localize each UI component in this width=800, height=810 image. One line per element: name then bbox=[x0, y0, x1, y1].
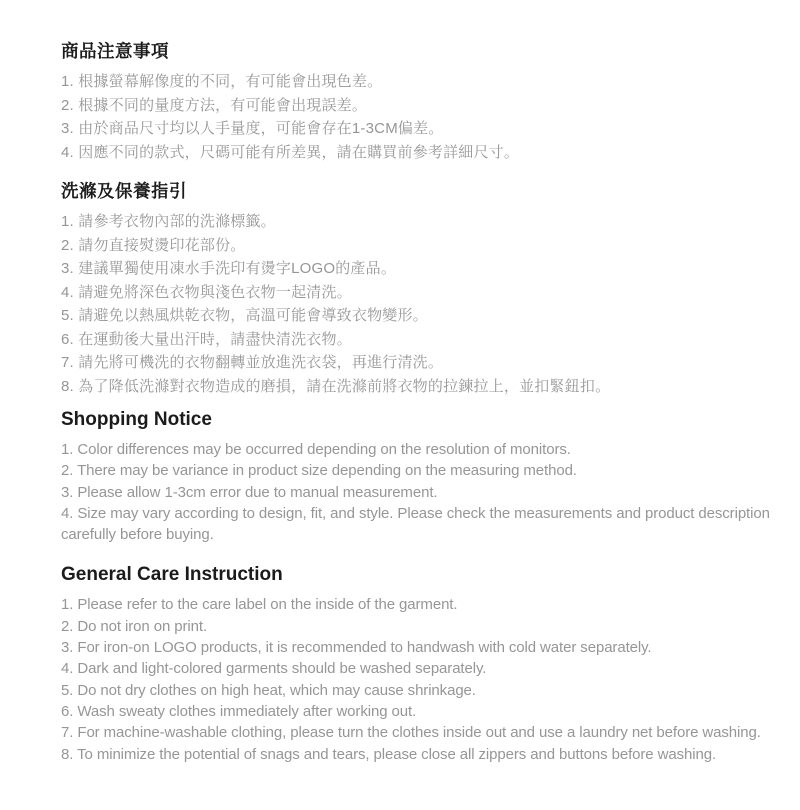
section-title-care-guide-zh: 洗滌及保養指引 bbox=[61, 181, 187, 201]
section-title-product-notice-zh: 商品注意事項 bbox=[61, 41, 169, 61]
list-item: 7. 請先將可機洗的衣物翻轉並放進洗衣袋，再進行清洗。 bbox=[61, 354, 444, 371]
section-title-general-care-en: General Care Instruction bbox=[61, 564, 283, 586]
list-item: 2. There may be variance in product size depending on the measuring method. bbox=[61, 462, 577, 480]
list-item: 7. For machine-washable clothing, please turn the clothes inside out and use a laundry net before washing. bbox=[61, 724, 761, 742]
list-item: 4. 因應不同的款式，尺碼可能有所差異，請在購買前參考詳細尺寸。 bbox=[61, 143, 520, 161]
list-item: 2. 請勿直接熨燙印花部份。 bbox=[61, 236, 246, 254]
list-item: 1. 請參考衣物內部的洗滌標籤。 bbox=[61, 213, 276, 230]
list-item: 8. 為了降低洗滌對衣物造成的磨損，請在洗滌前將衣物的拉鍊拉上，並扣緊鈕扣。 bbox=[61, 377, 611, 395]
list-care-guide-zh bbox=[61, 210, 775, 398]
section-product-notice-zh bbox=[61, 41, 775, 164]
list-item: 3. 由於商品尺寸均以人手量度，可能會存在1-3CM偏差。 bbox=[61, 120, 444, 137]
list-product-notice-zh bbox=[61, 70, 775, 164]
section-title-shopping-notice-en: Shopping Notice bbox=[61, 409, 212, 430]
list-item: 3. For iron-on LOGO products, it is recommended to handwash with cold water separately. bbox=[61, 639, 652, 657]
list-item: 6. Wash sweaty clothes immediately after working out. bbox=[61, 702, 417, 720]
list-item: 1. Color differences may be occurred depending on the resolution of monitors. bbox=[61, 441, 571, 458]
list-item: 3. 建議單獨使用凍水手洗印有燙字LOGO的產品。 bbox=[61, 260, 397, 277]
section-shopping-notice-en bbox=[61, 409, 775, 545]
list-item: 1. 根據螢幕解像度的不同，有可能會出現色差。 bbox=[61, 73, 383, 90]
list-general-care-en bbox=[61, 594, 775, 764]
list-item: 3. Please allow 1-3cm error due to manual measurement. bbox=[61, 483, 438, 501]
list-item: 4. 請避免將深色衣物與淺色衣物一起清洗。 bbox=[61, 283, 352, 301]
section-general-care-en bbox=[61, 564, 775, 764]
list-item: 8. To minimize the potential of snags and tears, please close all zippers and buttons before washing. bbox=[61, 745, 717, 763]
list-item: 4. Dark and light-colored garments should be washed separately. bbox=[61, 660, 487, 678]
list-item: 4. Size may vary according to design, fit, and style. Please check the measurements and product description carefully before buying. bbox=[61, 504, 770, 544]
list-item: 2. 根據不同的量度方法，有可能會出現誤差。 bbox=[61, 96, 368, 114]
list-item: 2. Do not iron on print. bbox=[61, 617, 208, 635]
list-item: 1. Please refer to the care label on the inside of the garment. bbox=[61, 596, 458, 614]
list-shopping-notice-en bbox=[61, 439, 775, 545]
list-item: 5. Do not dry clothes on high heat, which may cause shrinkage. bbox=[61, 681, 476, 699]
list-item: 6. 在運動後大量出汗時，請盡快清洗衣物。 bbox=[61, 330, 352, 348]
list-item: 5. 請避免以熱風烘乾衣物，高溫可能會導致衣物變形。 bbox=[61, 307, 428, 324]
section-care-guide-zh bbox=[61, 181, 775, 398]
